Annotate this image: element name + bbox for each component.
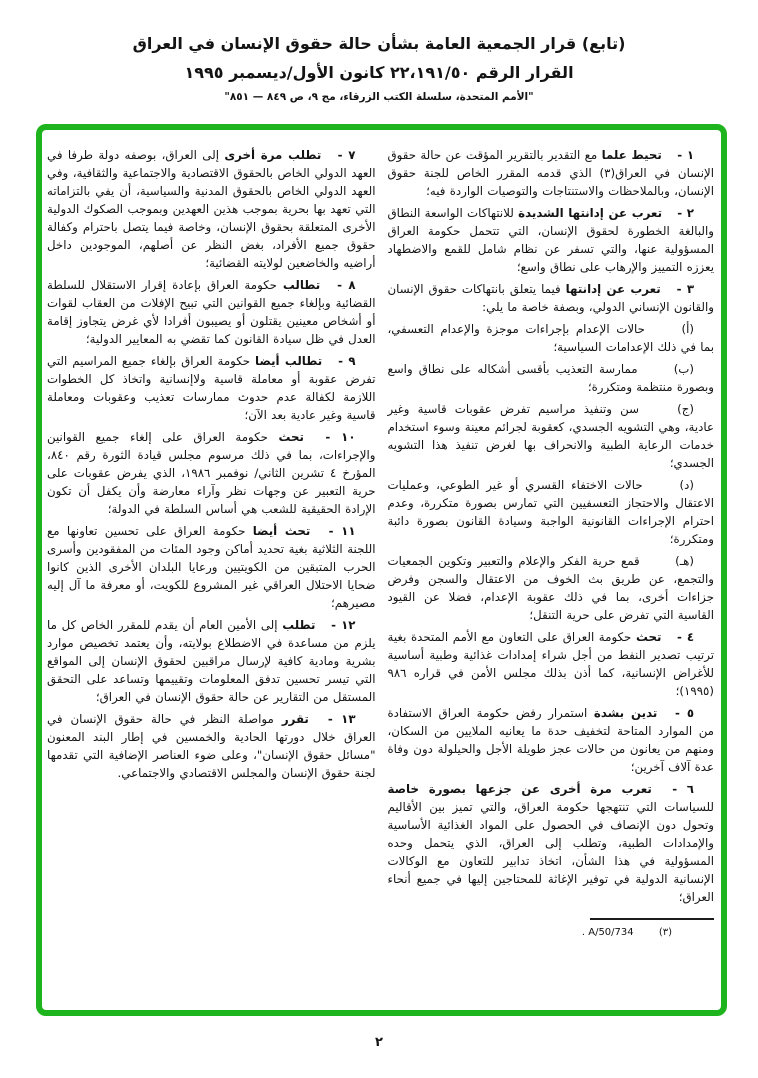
paragraph-12 [47,616,376,706]
paragraph-8 [47,276,376,348]
paragraph-number: ٦ - [672,782,694,796]
paragraph-number: ١ - [677,148,695,162]
paragraph-lead: تطالب أيضا [255,354,323,368]
subparagraph-letter: (أ) [681,322,695,336]
paragraph-lead: تحيط علما [601,148,662,162]
paragraph-1 [388,146,715,200]
resolution-number-line: القرار الرقم ٢٢،١٩١/٥٠ كانون الأول/ديسمبر ١٩٩٥ [184,63,574,82]
paragraph-number: ١١ - [328,524,356,538]
footnote-block [388,918,715,938]
paragraph-lead: تعرب مرة أخرى عن جزعها بصورة خاصة [387,782,652,796]
paragraph-number: ٧ - [337,148,356,162]
subparagraph-a [388,320,715,356]
paragraph-7 [47,146,376,272]
subparagraph-e [388,552,715,624]
subparagraph-letter: (ب) [673,362,695,376]
paragraph-text: حكومة العراق على تحسين تعاونها مع اللجنة الثلاثية بغية تحديد أماكن وجود المئات من المفقودين وأسرى الحرب المتبقين من الكويتيين ورعايا البلدان الأخرى الذين كانوا ضحايا الاحتلال العراقي غير المشروع للكويت، أو معرفة ما آل إليه مصيرهم؛ [47,524,376,610]
paragraph-lead: تحث أيضا [252,524,311,538]
paragraph-number: ٨ - [337,278,356,292]
paragraph-lead: تطالب [282,278,321,292]
paragraph-lead: تدين بشدة [593,706,658,720]
paragraph-text: مواصلة النظر في حالة حقوق الإنسان في العراق خلال دورتها الحادية والخمسين في إطار البند المعنون "مسائل حقوق الإنسان"، وعلى ضوء العناصر الإضافية التي تقدمها لجنة حقوق الإنسان والمجلس الاقتصادي والاجتماعي. [47,712,376,780]
paragraph-text: حكومة العراق بإلغاء جميع المراسيم التي تفرض عقوبة أو معاملة قاسية ولاإنسانية واتخاذ كل الخطوات اللازمة لكفالة عدم حدوث ممارسات تعذيب وعقوبات ومعاملة قاسية وغير عادية بعد الآن؛ [47,354,376,422]
paragraph-5 [388,704,715,776]
subparagraph-letter: (ج) [677,402,694,416]
paragraph-11 [47,522,376,612]
paragraph-number: ٩ - [338,354,356,368]
paragraph-number: ١٣ - [327,712,356,726]
document-frame [36,124,727,1016]
paragraph-text: حكومة العراق بإعادة إقرار الاستقلال للسلطة القضائية وبإلغاء جميع القوانين التي تبيح الإفلات من العقاب لقوات أو أشخاص معينين يقتلون أو يصيبون أفرادا لأي غرض يتجاوز إقامة العدل في ظل سيادة القانون كما تقضي به المعايير الدولية؛ [47,278,376,346]
document-header [0,0,758,103]
footnote-reference: A/50/734 . [581,927,634,938]
paragraph-number: ٥ - [674,706,695,720]
subparagraph-letter: (د) [679,478,694,492]
paragraph-6 [388,780,715,906]
paragraph-text: حكومة العراق على التعاون مع الأمم المتحدة بغية ترتيب تصدير النفط من أجل شراء إمدادات غذائية وطبية أساسية للأغراض الإنسانية، كما أذن بذلك مجلس الأمن في قراره ٩٨٦ (١٩٩٥)؛ [387,630,714,698]
paragraph-text: إلى الأمين العام أن يقدم للمقرر الخاص كل ما يلزم من مساعدة في الاضطلاع بولايته، وأن يعتمد تخصيص موارد بشرية ومادية كافية لإرسال مراقبين لحقوق الإنسان إلى المواقع التي تيسر تحسين تدفق المعلومات وتقييمها وتساعد على التحقق المستقل من التقارير عن حالة حقوق الإنسان في العراق؛ [47,618,376,704]
paragraph-4 [388,628,715,700]
paragraph-text: سن وتنفيذ مراسيم تفرض عقوبات قاسية وغير عادية، وهي التشويه الجسدي، كعقوبة لجرائم معينة وسوء استخدام خدمات الرعاية الطبية والانحراف بها لغرض تنفيذ هذا التشويه الجسدي؛ [387,402,714,470]
subparagraph-b [388,360,715,396]
paragraph-lead: تحث [635,630,662,644]
paragraph-text: حالات الإعدام بإجراءات موجزة والإعدام التعسفي، بما في ذلك الإعدامات السياسية؛ [387,322,714,354]
column-left [47,146,376,786]
paragraph-number: ٢ - [677,206,694,220]
footnote-marker: (٣) [658,927,672,938]
paragraph-text: قمع حرية الفكر والإعلام والتعبير وتكوين الجمعيات والتجمع، عن طريق بث الخوف من الاعتقال والسجن وفرض جزاءات أخرى، بما في ذلك عقوبة الإعدام، فضلا عن القيود القاسية التي تفرض على حرية التنقل؛ [387,554,714,622]
paragraph-text: استمرار رفض حكومة العراق الاستفادة من الموارد المتاحة لتخفيف حدة ما يعانيه الملايين من السكان، ومنهم من يعانون من حالات عجز طويلة الأجل والحيلولة دون وفاة عدة آلاف آخرين؛ [387,706,714,774]
paragraph-lead: تعرب عن إدانتها الشديدة [518,206,663,220]
paragraph-lead: تعرب عن إدانتها [565,282,661,296]
paragraph-text: حكومة العراق على إلغاء جميع القوانين والإجراءات، بما في ذلك مرسوم مجلس قيادة الثورة رقم ٨٤٠، المؤرخ ٤ تشرين الثاني/ نوفمبر ١٩٨٦، الذي يفرض عقوبات على حرية التعبير عن وجهات نظر وآراء معارضة وأن يكفل أن تكون الإرادة الحقيقية للشعب هي أساس السلطة في الدولة؛ [47,430,376,516]
paragraph-10 [47,428,376,518]
paragraph-3 [388,280,715,316]
page-number: ٢ [375,1035,383,1050]
subparagraph-letter: (هـ) [675,554,694,568]
paragraph-lead: تقرر [281,712,309,726]
paragraph-13 [47,710,376,782]
paragraph-text: إلى العراق، بوصفه دولة طرفا في العهد الدولي الخاص بالحقوق الاقتصادية والاجتماعية والثقافية، وفي العهد الدولي الخاص بالحقوق المدنية والسياسية، أن يفي بالتزاماته التي تعهد بها بحرية بموجب هذين العهدين وبموجب الصكوك الدولية الأخرى المتعلقة بحقوق الإنسان، وخاصة فيما يتصل باحترام وكفالة حقوق جميع الأفراد، بغض النظر عن أصلهم، الموجودين داخل أراضيه والخاضعين لولايته القضائية؛ [47,148,376,270]
paragraph-number: ١٠ - [325,430,356,444]
paragraph-text: ممارسة التعذيب بأقسى أشكاله على نطاق واسع وبصورة منتظمة ومتكررة؛ [387,362,714,394]
paragraph-lead: تطلب [282,618,316,632]
subparagraph-d [388,476,715,548]
paragraph-text: للسياسات التي تنتهجها حكومة العراق، والتي تميز بين الأقاليم وتحول دون الإنصاف في الحصول على المواد الغذائية الأساسية والإمدادات الطبية، وتطلب إلى العراق، الذي يتحمل وحده المسؤولية في هذا الشأن، اتخاذ تدابير للتعاون مع الوكالات الإنسانية الدولية في توفير الإغاثة للمحتاجين إليها في جميع أنحاء العراق؛ [387,800,714,904]
paragraph-9 [47,352,376,424]
source-citation: "الأمم المتحدة، سلسلة الكتب الزرقاء، مج ٩، ص ٨٤٩ — ٨٥١" [224,91,534,103]
footnote-separator [590,918,714,920]
paragraph-number: ٣ - [676,282,695,296]
paragraph-text: مع التقدير بالتقرير المؤقت عن حالة حقوق الإنسان في العراق(٣) الذي قدمه المقرر الخاص للجنة حقوق الإنسان، وبالملاحظات والاستنتاجات والتوصيات الواردة فيه؛ [387,148,714,198]
footnote-line [388,927,715,938]
paragraph-lead: تطلب مرة أخرى [224,148,322,162]
page-title: (تابع) قرار الجمعية العامة بشأن حالة حقوق الإنسان في العراق [132,34,626,53]
paragraph-number: ٤ - [676,630,695,644]
paragraph-number: ١٢ - [331,618,356,632]
paragraph-text: حالات الاختفاء القسري أو غير الطوعي، وعمليات الاعتقال والاحتجاز التعسفيين التي تمارس بصورة متكررة، وعدم احترام الإجراءات القانونية الواجبة وسيادة القانون بصورة دائبة ومتكررة؛ [387,478,714,546]
paragraph-text: فيما يتعلق بانتهاكات حقوق الإنسان والقانون الإنساني الدولي، وبصفة خاصة ما يلي: [387,282,714,314]
column-right [388,146,715,938]
paragraph-2 [388,204,715,276]
paragraph-lead: تحث [278,430,304,444]
subparagraph-c [388,400,715,472]
paragraph-text: للانتهاكات الواسعة النطاق والبالغة الخطورة لحقوق الإنسان، التي تتحمل حكومة العراق المسؤولية عنها، والتي تسفر عن نظام شامل للقمع والاضطهاد يعززه التمييز والإرهاب على نطاق واسع؛ [387,206,714,274]
